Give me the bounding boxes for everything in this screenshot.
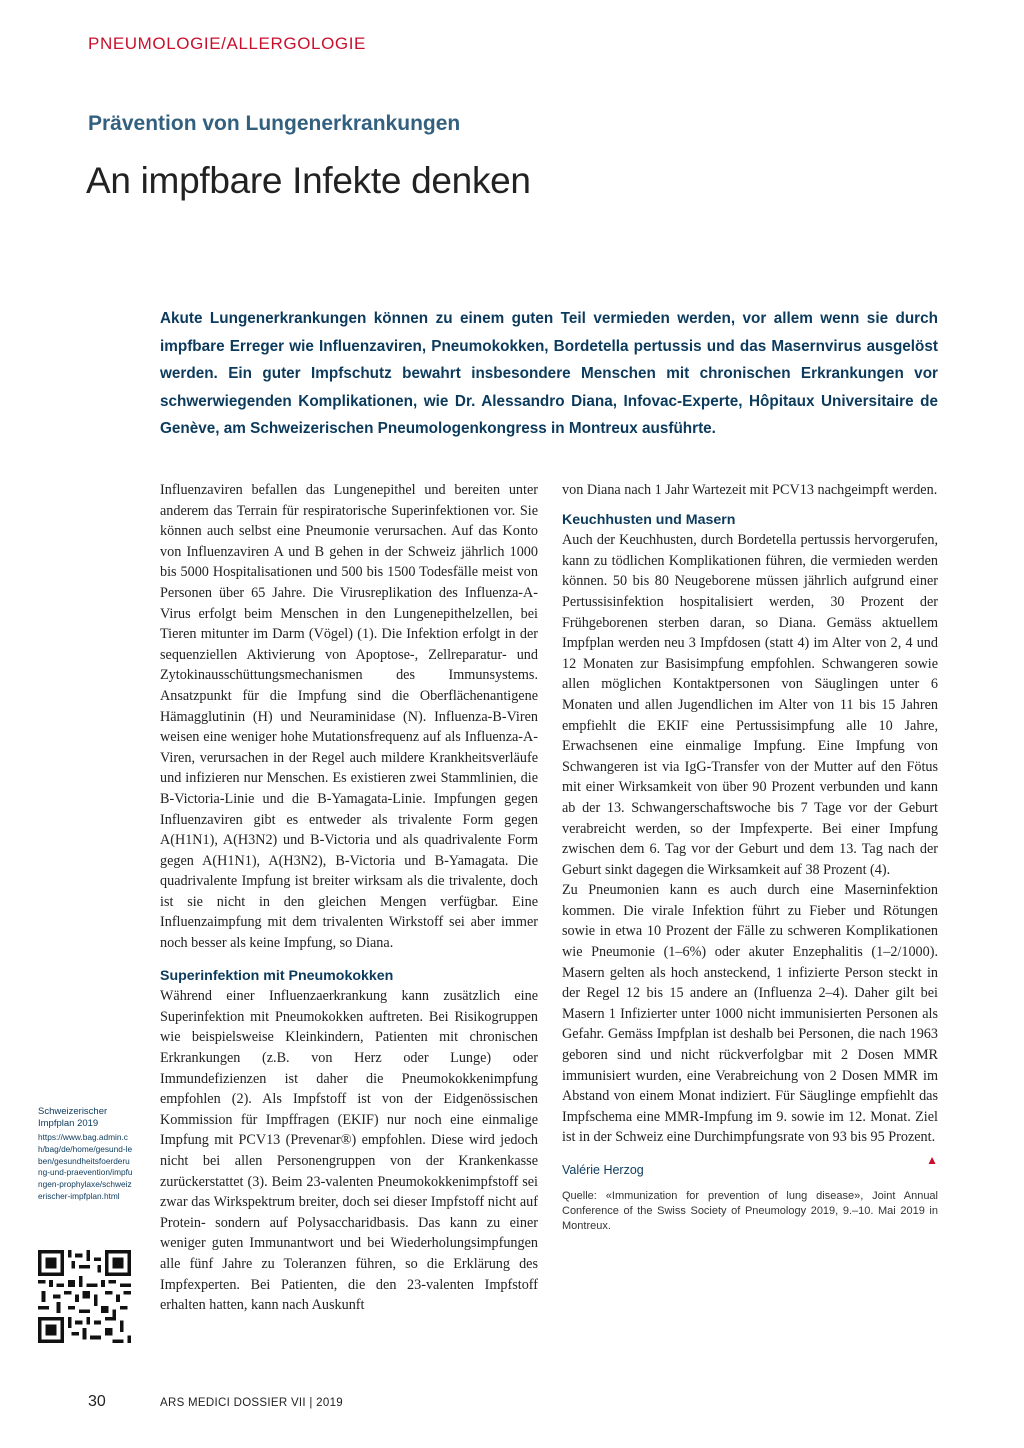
body-paragraph: Auch der Keuchhusten, durch Bordetella pertussis hervorgerufen, kann zu tödlichen Komplikationen führen, die vermieden werden können. 50 bis 80 Neugeborene müssen jährlich aufgrund einer Pertussisinfektion hospitalisiert werden, 30 Prozent der Frühgeborenen sterben daran, so Diana. Gemäss aktuellem Impfplan werden neu 3 Impfdosen (statt 4) im Alter von 2, 4 und 12 Monaten zur Basisimpfung empfohlen. Schwangeren sowie allen möglichen Kontaktpersonen von Säuglingen unter 6 Monaten und allen Jugendlichen im Alter von 11 bis 15 Jahren empfiehlt die EKIF eine Pertussisimpfung alle 10 Jahre, Erwachsenen eine einmalige Impfung. Eine Impfung von Schwangeren ist via IgG-Transfer von der Mutter auf den Fötus mit einer Wirksamkeit von über 90 Prozent verbunden und kann ab der 13. Schwangerschaftswoche bis 7 Tage vor der Geburt verabreicht werden, so der Impfexperte. Bei einer Impfung zwischen dem 6. Tag vor der Geburt und dem 13. Tag nach der Geburt sinkt dagegen die Wirksamkeit auf 38 Prozent (4).: [562, 532, 938, 878]
sidebar-note: [38, 1106, 134, 1203]
column-right: [562, 480, 938, 1234]
body-paragraph: [562, 880, 938, 1167]
article-kicker: Prävention von Lungenerkrankungen: [88, 112, 461, 135]
column-left: [160, 480, 538, 1316]
source-note: Quelle: «Immunization for prevention of lung disease», Joint Annual Conference of the Swiss Society of Pneumology 2019, 9.–10. Mai 2019 in Montreux.: [562, 1189, 938, 1232]
body-paragraph: Während einer Influenzaerkrankung kann zusätzlich eine Superinfektion mit Pneumokokken auftreten. Bei Risikogruppen wie beispielsweise Kleinkindern, Patienten mit chronischen Erkrankungen (z.B. von Herz oder Lunge) oder Immundefizienzen ist daher die Pneumokokkenimpfung empfohlen (2). Als Impfstoff ist von der Eidgenössischen Kommission für Impffragen (EKIF) nur noch eine einmalige Impfung mit PCV13 (Prevenar®) empfohlen. Diese wird jedoch nicht bei allen Personengruppen von der Krankenkasse zurückerstattet (3). Beim 23-valenten Pneumokokkenimpfstoff sei zwar das Wirkspektrum breiter, doch sei dieser Impfstoff nicht auf Protein- sondern auf Polysaccharidbasis. Das kann zu einer weniger guten Immunantwort und bei Wiederholungsimpfungen alle fünf Jahre zu Toleranzen führen, so die Erklärung des Impfexperten. Bei Patienten, die den 23-valenten Impfstoff erhalten hatten, kann nach Auskunft: [160, 988, 538, 1314]
body-paragraph: Influenzaviren befallen das Lungenepithel und bereiten unter anderem das Terrain für respiratorische Superinfektionen vor. Sie können auch selbst eine Pneumonie verursachen. Auf das Konto von Influenzaviren A und B gehen in der Schweiz jährlich 1000 bis 5000 Hospitalisationen und 500 bis 1500 Todesfälle meist von Personen über 65 Jahre. Die Virusreplikation des Influenza-A-Virus erfolgt beim Menschen in den Lungenepithelzellen, bei Tieren mitunter im Darm (Vögel) (1). Die Infektion erfolgt in der sequenziellen Aktivierung von Apoptose-, Zellreparatur- und Zytokinausschüttungsmechanismen des Immunsystems. Ansatzpunkt für die Impfung sind die Oberflächenantigene Hämagglutinin (H) und Neuraminidase (N). Influenza-B-Viren weisen eine weniger hohe Mutationsfrequenz auf als Influenza-A-Viren, verursachen in der Regel auch mildere Krankheitsverläufe und infizieren nur Menschen. Es existieren zwei Stammlinien, die B-Victoria-Linie und die B-Yamagata-Linie. Impfungen gegen Influenzaviren gibt es entweder als trivalente Form gegen A(H1N1), A(H3N2) und B-Victoria und als quadrivalente Form gegen A(H1N1), A(H3N2), B-Victoria und B-Yamagata. Die quadrivalente Impfung ist breiter wirksam als die trivalente, doch ist sie nicht in den gleichen Mengen verfügbar. Eine Influenzaimpfung mit dem trivalenten Wirkstoff sei aber immer noch besser als keine Impfung, so Diana.: [160, 482, 538, 952]
red-triangle-icon: ▲: [926, 1153, 938, 1167]
section-label: PNEUMOLOGIE/ALLERGOLOGIE: [88, 34, 366, 53]
subheading-keuchhusten: Keuchhusten und Masern: [562, 511, 736, 528]
subheading-superinfektion: Superinfektion mit Pneumokokken: [160, 967, 394, 984]
sidebar-url: https://www.bag.admin.ch/bag/de/home/gesund-leben/gesundheitsfoerderung-und-praevention/impfungen-prophylaxe/schweizerischer-impfplan.html: [38, 1132, 133, 1201]
body-paragraph: von Diana nach 1 Jahr Wartezeit mit PCV13 nachgeimpft werden.: [562, 482, 938, 498]
publication-name: ARS MEDICI DOSSIER VII | 2019: [160, 1397, 343, 1409]
qr-code-icon: [38, 1250, 131, 1343]
page-number: 30: [88, 1393, 106, 1410]
author-name: Valérie Herzog: [562, 1163, 644, 1177]
article-title: An impfbare Infekte denken: [86, 160, 531, 201]
body-paragraph-text: Zu Pneumonien kann es auch durch eine Maserninfektion kommen. Die virale Infektion führt zu Fieber und Rötungen sowie in etwa 10 Prozent der Fälle zu schweren Komplikationen wie Pneumonie (1–6%) oder akuter Enzephalitis (1–2/1000). Masern gelten als hoch ansteckend, 1 infizierte Person steckt in der Regel 12 bis 15 andere an (Influenza 2–4). Daher gilt bei Masern 1 Infizierter unter 1000 nicht immunisierten Personen als Gefahr. Gemäss Impfplan ist deshalb bei Personen, die nach 1963 geboren sind und nicht rückverfolgbar mit 2 Dosen MMR immunisiert wurden, eine Verabreichung von 2 Dosen MMR im Abstand von einem Monat indiziert. Für Säuglinge empfiehlt das Impfschema eine MMR-Impfung im 9. sowie im 12. Monat. Ziel ist in der Schweiz eine Durchimpfungsrate von 93 bis 95 Prozent.: [562, 882, 938, 1146]
article-lead: Akute Lungenerkrankungen können zu einem guten Teil vermieden werden, vor allem wenn sie durch impfbare Erreger wie Influenzaviren, Pneumokokken, Bordetella pertussis und das Masernvirus ausgelöst werden. Ein guter Impfschutz bewahrt insbesondere Menschen mit chronischen Erkrankungen vor schwerwiegenden Komplikationen, wie Dr. Alessandro Diana, Infovac-Experte, Hôpitaux Universitaire de Genève, am Schweizerischen Pneumologenkongress in Montreux ausführte.: [160, 310, 938, 437]
sidebar-title: Schweizerischer Impfplan 2019: [38, 1106, 108, 1129]
